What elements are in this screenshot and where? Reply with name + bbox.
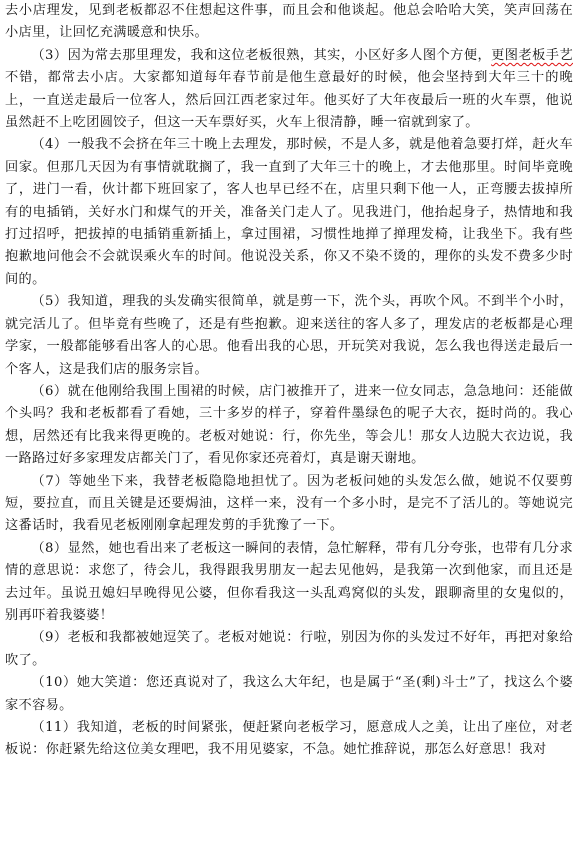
- paragraph-number: （5）: [31, 294, 68, 310]
- paragraph-5: [5, 291, 573, 381]
- paragraph-4: [5, 134, 573, 291]
- paragraph-text: 不错，都常去小店。大家都知道每年春节前是他生意最好的时候，他会坚持到大年三十的晚上，一直送走最后一位客人，然后回江西老家过年。他买好了大年夜最后一班的火车票，他说虽然赶不上吃团圆饺子，但这一天车票好买，火车上很清静，睡一宿就到家了。: [5, 70, 573, 131]
- paragraph-number: （3）: [31, 47, 68, 63]
- paragraph-number: （6）: [31, 383, 68, 399]
- spell-check-underlined-text: 更图老板手艺: [491, 47, 573, 63]
- essay-page: [5, 0, 573, 850]
- paragraph-8: [5, 538, 573, 628]
- paragraph-number: （9）: [31, 630, 68, 646]
- paragraph-text: 一般我不会挤在年三十晚上去理发，那时候，不是人多，就是他着急要打烊，赶火车回家。但那几天因为有事情就耽搁了，我一直到了大年三十的晚上，才去他那里。时间毕竟晚了，进门一看，伙计都下班回家了，客人也早已经不在，店里只剩下他一人，正弯腰去拔掉所有的电插销，关好水门和煤气的开关，准备关门走人了。见我进门，他抬起身子，热情地和我打过招呼，把拔掉的电插销重新插上，拿过围裙，习惯性地掸了掸理发椅，让我坐下。我有些抱歉地问他会不会就误乘火车的时间。他说没关系，你又不染不烫的，理你的头发不费多少时间的。: [5, 137, 573, 287]
- paragraph-7: [5, 471, 573, 538]
- paragraph-text: 就在他刚给我围上围裙的时候，店门被推开了，进来一位女同志，急急地问：还能做个头吗？我和老板都看了看她，三十多岁的样子，穿着件墨绿色的呢子大衣，挺时尚的。我心想，居然还有比我来得更晚的。老板对她说：行，你先坐，等会儿！那女人边脱大衣边说，我一路路过好多家理发店都关门了，看见你家还亮着灯，真是谢天谢地。: [5, 383, 573, 467]
- paragraph-text: 等她坐下来，我替老板隐隐地担忧了。因为老板问她的头发怎么做，她说不仅要剪短，要拉直，而且关键是还要焗油，这样一来，没有一个多小时，是完不了活儿的。等她说完这番话时，我看见老板刚刚拿起理发剪的手犹豫了一下。: [5, 473, 573, 534]
- paragraph-number: （7）: [31, 473, 69, 489]
- paragraph-text: 我知道，老板的时间紧张，便赶紧向老板学习，愿意成人之美，让出了座位，对老板说：你赶紧先给这位美女理吧，我不用见婆家，不急。她忙推辞说，那怎么好意思！我对: [5, 720, 573, 758]
- paragraph-11: [5, 717, 573, 762]
- paragraph-number: （4）: [31, 137, 68, 153]
- paragraph-number: （11）: [31, 720, 77, 735]
- paragraph-number: （8）: [31, 540, 68, 556]
- paragraph-3: [5, 45, 573, 135]
- paragraph-10: [5, 672, 573, 717]
- paragraph-9: [5, 627, 573, 672]
- paragraph-text: 我知道，理我的头发确实很简单，就是剪一下，洗个头，再吹个风。不到半个小时，就完活儿了。但毕竟有些晚了，还是有些抱歉。迎来送往的客人多了，理发店的老板都是心理学家，一般都能够看出客人的心思。他看出我的心思，开玩笑对我说，怎么我也得送走最后一个客人，这是我们店的服务宗旨。: [5, 294, 573, 377]
- paragraph-text: 她大笑道：您还真说对了，我这么大年纪，也是属于“圣(剩)斗士”了，找这么个婆家不容易。: [5, 675, 573, 713]
- paragraph-number: （10）: [31, 675, 77, 691]
- paragraph-6: [5, 381, 573, 471]
- paragraph-text: 因为常去那里理发，我和这位老板很熟，其实，小区好多人图个方便，: [67, 47, 492, 63]
- paragraph-text: 老板和我都被她逗笑了。老板对她说：行啦，别因为你的头发过不好年，再把对象给吹了。: [5, 630, 573, 668]
- paragraph-2-continued: 去小店理发，见到老板都忍不住想起这件事，而且会和他谈起。他总会哈哈大笑，笑声回荡在小店里，让回忆充满暖意和快乐。: [5, 3, 573, 41]
- paragraph-text: 显然，她也看出来了老板这一瞬间的表情，急忙解释，带有几分夸张，也带有几分求情的意思说：求您了，待会儿，我得跟我男朋友一起去见他妈，是我第一次到他家，而且还是去过年。虽说丑媳妇早晚得见公婆，但你看我这一头乱鸡窝似的头发，跟聊斋里的女鬼似的，别再吓着我婆婆！: [5, 540, 573, 623]
